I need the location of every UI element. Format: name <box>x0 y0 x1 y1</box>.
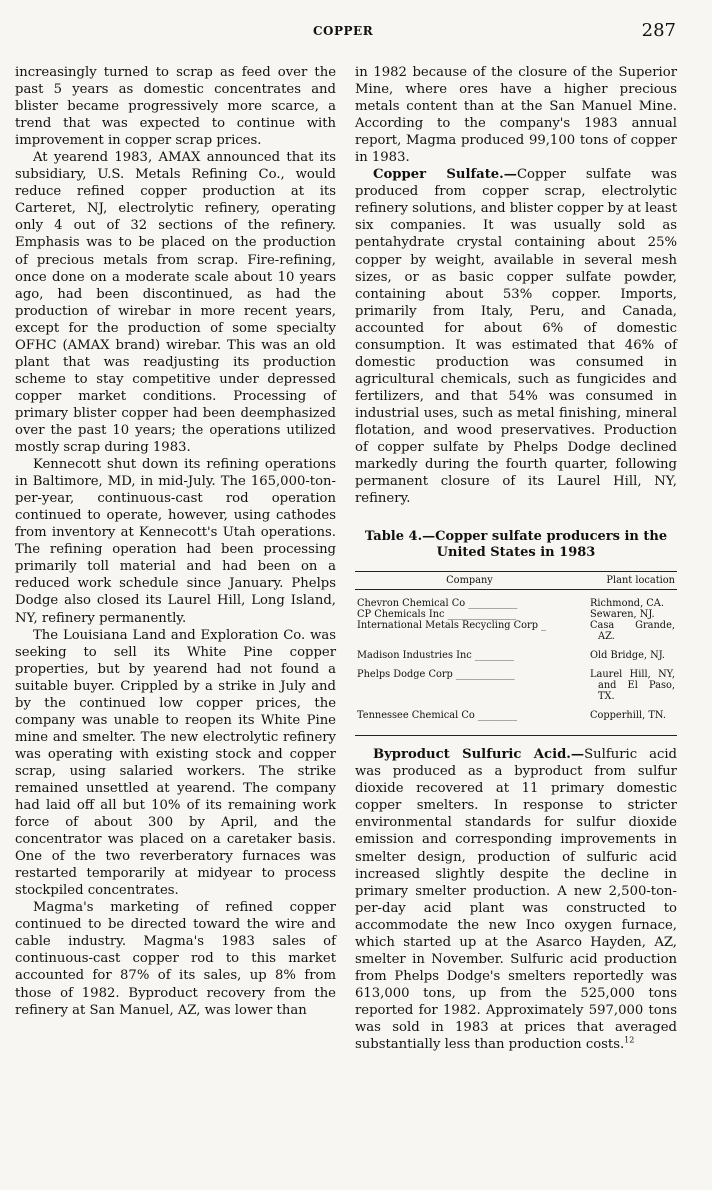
column-header-company: Company <box>355 572 584 590</box>
company-cell: Chevron Chemical Co __________ <box>357 598 518 610</box>
producers-table-block <box>355 529 677 736</box>
copper-sulfate-section <box>355 166 677 507</box>
paragraph: in 1982 because of the closure of the Superior Mine, where ores have a higher precious metals content than at the San Manuel Mine. According to the company's 1983 annual report, Magma produced 99,100 tons of copper in 1983. <box>355 65 677 166</box>
section-heading: Copper Sulfate.— <box>373 167 517 183</box>
table-row <box>355 590 677 610</box>
section-text: Copper sulfate was produced from copper scrap, electrolytic refinery solutions, and blister copper by at least six companies. It was usually sold as pentahydrate crystal containing about 25% copper by weight, available in several mesh sizes, or as basic copper sulfate powder, containing about 53% copper. Imports, primarily from Italy, Peru, and Canada, accounted for about 6% of domestic consumption. It was estimated that 46% of domestic production was consumed in agricultural chemicals, such as fungicides and fertilizers, and that 54% was consumed in industrial uses, such as metal finishing, mineral flotation, and wood preservatives. Production of copper sulfate by Phelps Dodge declined markedly during the fourth quarter, following permanent closure of its Laurel Hill, NY, refinery. <box>355 167 678 507</box>
company-cell: International Metals Recycling Corp _ <box>357 620 547 632</box>
sulfuric-acid-section <box>355 746 677 1053</box>
page-header <box>0 20 712 44</box>
table-row <box>355 642 677 661</box>
table-header-row <box>355 572 677 590</box>
table-row <box>355 609 677 620</box>
paragraph: Magma's marketing of refined copper continued to be directed toward the wire and cable industry. Magma's 1983 sales of continuous-cast copper rod to this market accounted for 87% of its sales, up 8% from those of 1982. Byproduct recovery from the refinery at San Manuel, AZ, was lower than <box>15 900 336 1018</box>
company-cell: Tennessee Chemical Co ________ <box>355 702 584 736</box>
section-heading: Byproduct Sulfuric Acid.— <box>373 747 585 763</box>
column-header-location: Plant location <box>584 572 677 590</box>
producers-table <box>355 571 677 736</box>
company-cell: CP Chemicals Inc ______________ <box>357 609 517 621</box>
table-row <box>355 620 677 642</box>
paragraph: Kennecott shut down its refining operations in Baltimore, MD, in mid-July. The 165,000-ton-per-year, continuous-cast rod operation continued to operate, however, using cathodes from inventory at Kennecott's Utah operations. The refining operation had been processing primarily toll material and had been on a reduced work schedule since January. Phelps Dodge also closed its Laurel Hill, Long Island, NY, refinery permanently. <box>15 457 336 626</box>
table-row <box>355 661 677 702</box>
paragraph: The Louisiana Land and Exploration Co. was seeking to sell its White Pine copper properties, but by yearend had not found a suitable buyer. Crippled by a strike in July and by the continued low copper prices, the company was unable to reopen its White Pine mine and smelter. The new electrolytic refinery was operating with existing stock and copper scrap, using salaried workers. The strike remained unsettled at yearend. The company had laid off all but 10% of its remaining work force of about 300 by April, and the concentrator was placed on a caretaker basis. One of the two reverberatory furnaces was restarted temporarily at midyear to process stockpiled concentrates. <box>15 627 336 899</box>
left-column <box>15 64 336 1019</box>
paragraph: At yearend 1983, AMAX announced that its subsidiary, U.S. Metals Refining Co., would reduce refined copper production at its Carteret, NJ, electrolytic refinery, operating only 4 out of 32 sections of the refinery. Emphasis was to be placed on the production of precious metals from scrap. Fire-refining, once done on a moderate scale about 10 years ago, had been discontinued, as had the production of wirebar in more recent years, except for the production of some specialty OFHC (AMAX brand) wirebar. This was an old plant that was readjusting its production scheme to stay competitive under depressed copper market conditions. Processing of primary blister copper had been deemphasized over the past 10 years; the operations utilized mostly scrap during 1983. <box>15 150 336 456</box>
company-cell: Phelps Dodge Corp ____________ <box>357 669 515 681</box>
location-cell: Sewaren, NJ. <box>590 609 655 621</box>
section-text: Sulfuric acid was produced as a byproduct from sulfur dioxide recovered at 11 primary domestic copper smelters. In response to stricter environmental standards for sulfur dioxide emission and corresponding improvements in smelter design, production of sulfuric acid increased slightly despite the decline in primary smelter production. A new 2,500-ton-per-day acid plant was constructed to accommodate the new Inco oxygen furnace, which started up at the Asarco Hayden, AZ, smelter in November. Sulfuric acid production from Phelps Dodge's smelters reportedly was 613,000 tons, up from the 525,000 tons reported for 1982. Approximately 597,000 tons was sold in 1983 at prices that averaged substantially less than production costs. <box>355 747 677 1053</box>
paragraph: increasingly turned to scrap as feed over the past 5 years as domestic concentrates and blister became progressively more scarce, a trend that was expected to continue with improvement in copper scrap prices. <box>15 65 336 149</box>
running-head: COPPER <box>313 24 374 38</box>
location-cell: Old Bridge, NJ. <box>590 650 665 662</box>
table-row <box>355 702 677 736</box>
footnote-ref: 12 <box>624 1035 635 1045</box>
page-number: 287 <box>641 20 676 41</box>
location-cell: Copperhill, TN. <box>584 702 677 736</box>
location-cell: Laurel Hill, NY, and El Paso, TX. <box>590 669 675 703</box>
table-title: Table 4.—Copper sulfate producers in the United States in 1983 <box>364 529 668 561</box>
location-cell: Casa Grande, AZ. <box>590 620 675 643</box>
company-cell: Madison Industries Inc ________ <box>357 650 515 662</box>
right-column <box>355 64 677 1053</box>
location-cell: Richmond, CA. <box>590 598 664 610</box>
